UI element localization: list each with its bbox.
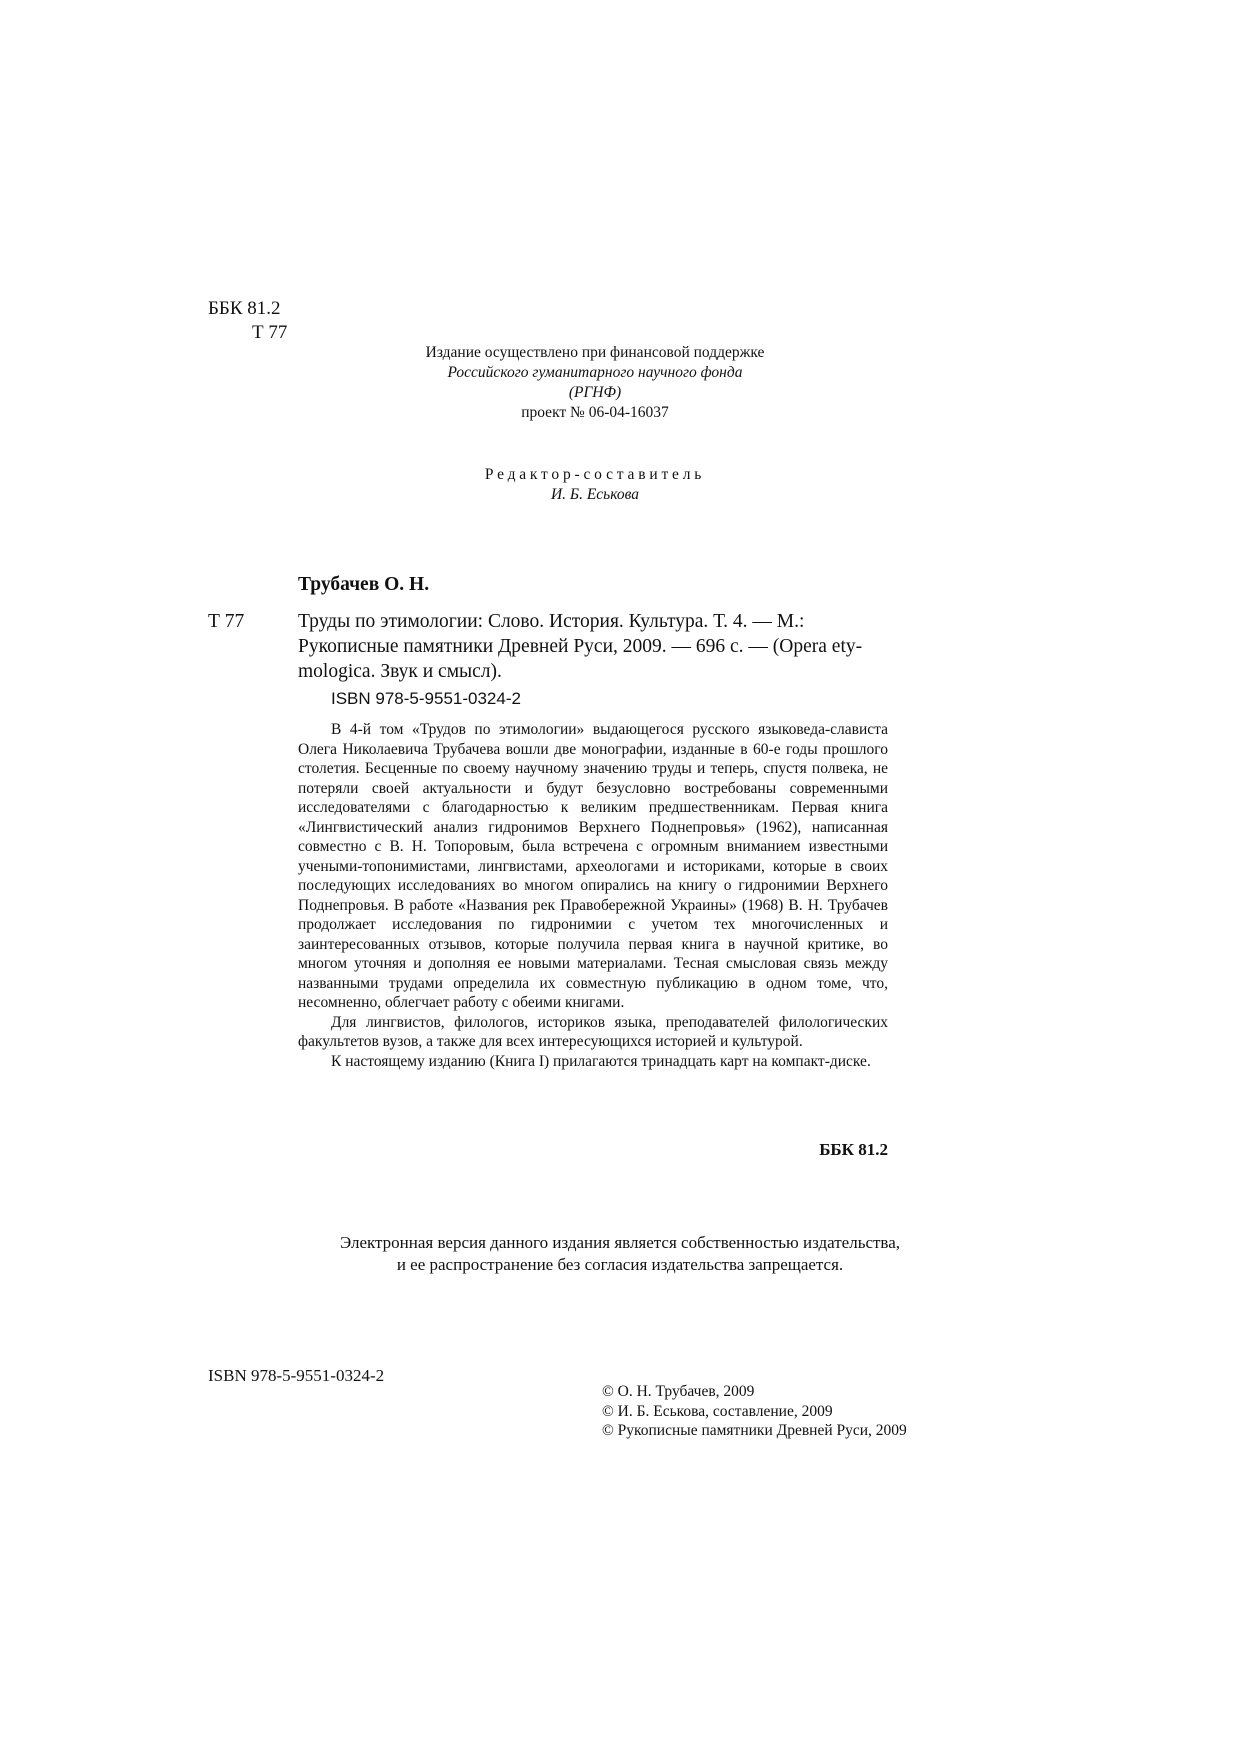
- funding-line-3: (РГНФ): [568, 384, 622, 401]
- funding-line-2: Российского гуманитарного научного фонда: [447, 364, 743, 381]
- annotation: [298, 720, 888, 1071]
- annotation-paragraph-2: Для лингвистов, филологов, историков языка, преподавателей филологических факультетов вузов, а также для всех интересующихся историей и культурой.: [298, 1013, 888, 1050]
- bbk-index-bottom: ББК 81.2: [819, 1140, 888, 1159]
- isbn: ISBN 978-5-9551-0324-2: [331, 689, 521, 708]
- electronic-version-notice: [240, 1232, 1000, 1276]
- funding-line-1: Издание осуществлено при финансовой поддержке: [425, 344, 765, 361]
- copyright-line: © Рукописные памятники Древней Руси, 2009: [602, 1422, 907, 1439]
- description-line-3: mologica. Звук и смысл).: [298, 661, 502, 682]
- book-author: Трубачев О. Н.: [298, 574, 430, 595]
- funding-project: проект № 06-04-16037: [521, 404, 669, 421]
- description-line-1: Труды по этимологии: Слово. История. Культура. Т. 4. — М.:: [298, 611, 805, 632]
- copyright-line: © О. Н. Трубачев, 2009: [602, 1383, 755, 1400]
- notice-line-1: Электронная версия данного издания является собственностью издательства,: [339, 1233, 901, 1252]
- description-line-2: Рукописные памятники Древней Руси, 2009. — 696 с. — (Opera ety-: [298, 636, 863, 657]
- bibliographic-description: [298, 609, 888, 684]
- bbk-classification-block: [208, 297, 287, 345]
- author-mark: Т 77: [252, 322, 288, 343]
- editor-name: И. Б. Еськова: [550, 486, 640, 503]
- annotation-paragraph-3: К настоящему изданию (Книга I) прилагаются тринадцать карт на компакт-диске.: [331, 1052, 871, 1070]
- copyright-block: [602, 1382, 907, 1441]
- author-code: Т 77: [208, 611, 245, 632]
- annotation-paragraph-1: В 4-й том «Трудов по этимологии» выдающегося русского языковеда-слависта Олега Николаевича Трубачева вошли две монографии, изданные в 60-е годы прошлого столетия. Бесценные по своему научному значению труды и теперь, спустя полвека, не потеряли своей актуальности и будут безусловно востребованы современными исследователями с благодарностью к великим предшественникам. Первая книга «Лингвистический анализ гидронимов Верхнего Поднепровья» (1962), написанная совместно с В. Н. Топоровым, была встречена с огромным вниманием известными учеными-топонимистами, лингвистами, археологами и историками, которые в своих последующих исследованиях во многом опирались на книгу о гидронимии Верхнего Поднепровья. В работе «Названия рек Правобережной Украины» (1968) В. Н. Трубачев продолжает исследования по гидронимии с учетом тех многочисленных и заинтересованных отзывов, которые получила первая книга в научной критике, во многом уточняя и дополняя ее новыми материалами. Тесная смысловая связь между названными трудами определила их совместную публикацию в одном томе, что, несомненно, облегчает работу с обеими книгами.: [298, 721, 888, 1011]
- copyright-line: © И. Б. Еськова, составление, 2009: [602, 1402, 833, 1420]
- isbn-bottom: ISBN 978-5-9551-0324-2: [208, 1366, 385, 1385]
- bbk-index: ББК 81.2: [208, 298, 281, 319]
- editor-block: [330, 465, 860, 505]
- funding-note: [330, 343, 860, 423]
- editor-role: Редактор-составитель: [484, 466, 706, 483]
- notice-line-2: и ее распространение без согласия издательства запрещается.: [396, 1255, 844, 1274]
